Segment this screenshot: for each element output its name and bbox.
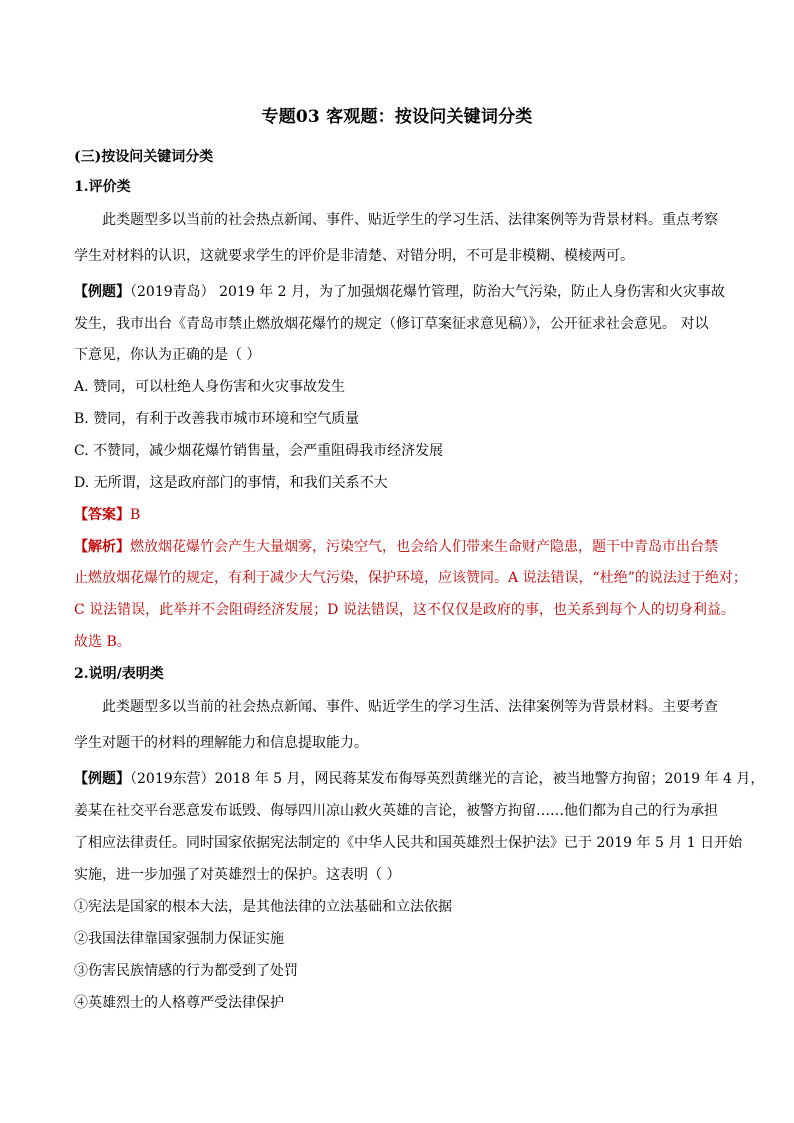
part2-example-line [74, 769, 765, 789]
option-c: C. 不赞同，减少烟花爆竹销售量，会严重阻碍我市经济发展 [74, 443, 444, 459]
part2-intro-line: 此类题型多以当前的社会热点新闻、事件、贴近学生的学习生活、法律案例等为背景材料。主要考查 [102, 699, 718, 715]
part1-intro-line: 学生对材料的认识，这就要求学生的评价是非清楚、对错分明，不可是非模糊、模棱两可。 [74, 248, 634, 264]
part1-example-line [74, 282, 724, 302]
option-a: A. 赞同，可以杜绝人身伤害和火灾事故发生 [74, 379, 346, 395]
option-d: D. 无所谓，这是政府部门的事情，和我们关系不大 [74, 475, 388, 491]
part2-example-line: 实施，进一步加强了对英雄烈士的保护。这表明（ ） [74, 867, 401, 883]
part1-example-line: 下意见，你认为正确的是（ ） [74, 347, 261, 363]
statement-1: ①宪法是国家的根本大法，是其他法律的立法基础和立法依据 [74, 899, 452, 915]
analysis-line: 止燃放烟花爆竹的规定，有利于减少大气污染，保护环境，应该赞同。A 说法错误，“杜绝”的说法过于绝对； [74, 570, 747, 586]
analysis-text: 燃放烟花爆竹会产生大量烟雾，污染空气，也会给人们带来生命财产隐患，题干中青岛市出台禁 [130, 539, 718, 555]
part1-heading: 1.评价类 [74, 179, 131, 195]
part1-intro-line: 此类题型多以当前的社会热点新闻、事件、贴近学生的学习生活、法律案例等为背景材料。重点考察 [102, 212, 718, 228]
statement-3: ③伤害民族情感的行为都受到了处罚 [74, 963, 298, 979]
analysis-line [74, 537, 724, 557]
analysis-line: C 说法错误，此举并不会阻碍经济发展；D 说法错误，这不仅仅是政府的事，也关系到每个人的切身利益。 [74, 602, 735, 618]
answer-label: 【答案】 [74, 507, 130, 523]
option-b: B. 赞同，有利于改善我市城市环境和空气质量 [74, 411, 360, 427]
statement-2: ②我国法律靠国家强制力保证实施 [74, 931, 284, 947]
part2-example-line: 姜某在社交平台恶意发布诋毁、侮辱四川凉山救火英雄的言论，被警方拘留……他们都为自己的行为承担 [74, 803, 718, 819]
answer-line [74, 505, 724, 525]
part2-heading: 2.说明/表明类 [74, 666, 164, 682]
answer-value: B [130, 507, 141, 523]
part2-intro-line: 学生对题干的材料的理解能力和信息提取能力。 [74, 735, 368, 751]
analysis-line: 故选 B。 [74, 634, 131, 650]
example-text: （2019东营）2018 年 5 月，网民蒋某发布侮辱英烈黄继光的言论，被当地警方拘留；2019 年 4 月， [130, 771, 765, 787]
example-label: 【例题】 [74, 284, 130, 300]
example-text: （2019青岛） 2019 年 2 月，为了加强烟花爆竹管理，防治大气污染，防止人身伤害和火灾事故 [130, 284, 725, 300]
section-heading: (三)按设问关键词分类 [74, 149, 214, 165]
part2-example-line: 了相应法律责任。同时国家依据宪法制定的《中华人民共和国英雄烈士保护法》已于 2019 年 5 月 1 日开始 [74, 835, 743, 851]
part1-example-line: 发生，我市出台《青岛市禁止燃放烟花爆竹的规定（修订草案征求意见稿）》，公开征求社会意见。 对以 [74, 316, 709, 332]
statement-4: ④英雄烈士的人格尊严受法律保护 [74, 995, 284, 1011]
page-title: 专题03 客观题：按设问关键词分类 [261, 107, 533, 127]
example-label: 【例题】 [74, 771, 130, 787]
analysis-label: 【解析】 [74, 539, 130, 555]
